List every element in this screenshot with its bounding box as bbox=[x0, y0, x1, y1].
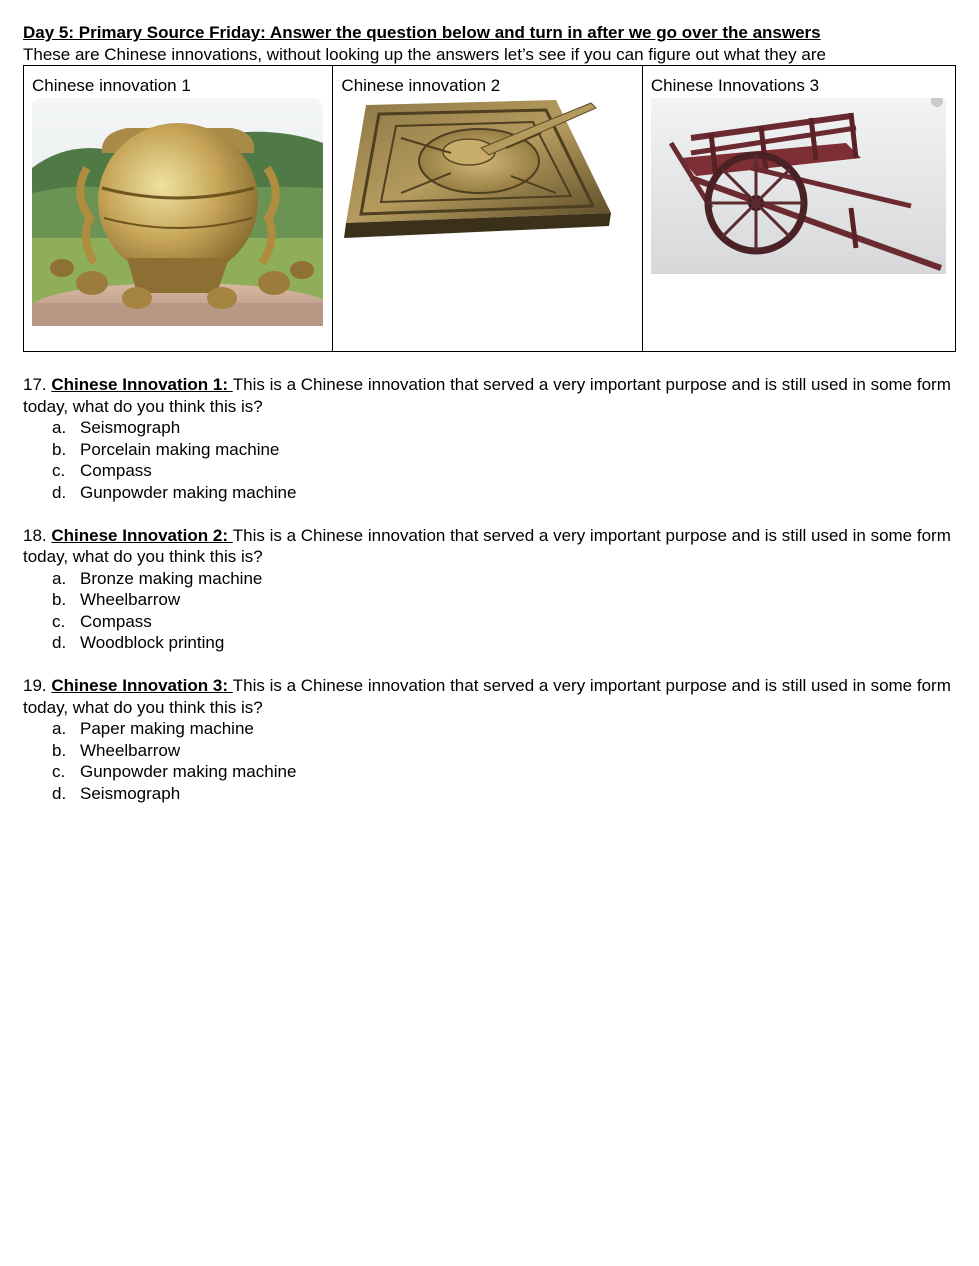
innovation-label: Chinese Innovations 3 bbox=[650, 76, 820, 95]
option-d: d. Seismograph bbox=[52, 783, 181, 803]
question-18 bbox=[23, 525, 956, 654]
option-c: c. Compass bbox=[52, 461, 152, 480]
option-a: a. Seismograph bbox=[52, 418, 181, 437]
option-d: d. Woodblock printing bbox=[52, 633, 225, 652]
seismograph-image bbox=[32, 98, 323, 326]
question-lead: Chinese Innovation 3: bbox=[51, 676, 233, 695]
innovation-cell-2 bbox=[333, 66, 642, 352]
question-19 bbox=[23, 675, 956, 804]
question-text: This is a Chinese innovation that served a very important purpose and is still used in some form today, what do you think this is? bbox=[23, 375, 951, 416]
option-b: b. Wheelbarrow bbox=[52, 590, 181, 609]
option-a: a. Bronze making machine bbox=[52, 568, 263, 588]
innovation-label: Chinese innovation 2 bbox=[341, 76, 501, 95]
question-17 bbox=[23, 374, 956, 503]
question-number: 18. bbox=[23, 525, 47, 545]
intro-text: These are Chinese innovations, without looking up the answers let’s see if you can figure out what they are bbox=[23, 44, 826, 64]
wheelbarrow-image bbox=[651, 98, 946, 274]
options-list bbox=[23, 417, 956, 503]
option-c: c. Gunpowder making machine bbox=[52, 762, 297, 781]
document-page bbox=[23, 22, 956, 826]
question-text: This is a Chinese innovation that served a very important purpose and is still used in some form today, what do you think this is? bbox=[23, 525, 951, 566]
compass-image bbox=[341, 98, 632, 248]
question-stem bbox=[23, 374, 956, 417]
question-lead: Chinese Innovation 2: bbox=[51, 525, 233, 545]
innovations-table bbox=[23, 65, 956, 352]
option-c: c. Compass bbox=[52, 611, 152, 631]
innovation-cell-1 bbox=[24, 66, 333, 352]
options-list bbox=[23, 718, 956, 804]
question-stem bbox=[23, 675, 956, 718]
option-b: b. Porcelain making machine bbox=[52, 439, 280, 459]
question-lead: Chinese Innovation 1: bbox=[51, 375, 233, 394]
page-title: Day 5: Primary Source Friday: Answer the question below and turn in after we go over the answers bbox=[23, 23, 821, 42]
option-a: a. Paper making machine bbox=[52, 719, 254, 738]
options-list bbox=[23, 568, 956, 654]
question-stem bbox=[23, 525, 956, 568]
question-number: 17. bbox=[23, 375, 47, 394]
innovation-cell-3 bbox=[642, 66, 955, 352]
innovation-label: Chinese innovation 1 bbox=[32, 76, 191, 95]
option-b: b. Wheelbarrow bbox=[52, 740, 181, 760]
question-text: This is a Chinese innovation that served a very important purpose and is still used in some form today, what do you think this is? bbox=[23, 676, 951, 717]
question-number: 19. bbox=[23, 676, 47, 695]
questions-section bbox=[23, 374, 956, 804]
option-d: d. Gunpowder making machine bbox=[52, 482, 297, 502]
